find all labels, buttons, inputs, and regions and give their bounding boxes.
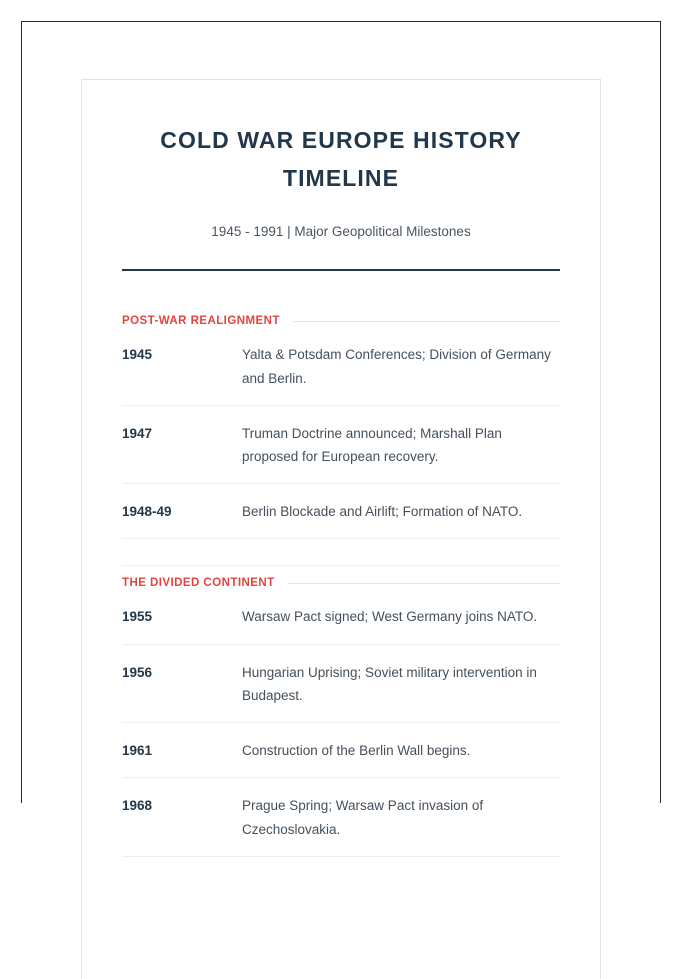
timeline-row-date: 1961 (122, 743, 153, 759)
page-title: COLD WAR EUROPE HISTORY TIMELINE (160, 127, 522, 191)
timeline-row (122, 645, 560, 723)
timeline-row-date: 1948-49 (122, 504, 172, 520)
section-heading-rule (293, 321, 560, 322)
timeline-row-description: Yalta & Potsdam Conferences; Division of Germany and Berlin. (242, 347, 551, 386)
timeline-row-description: Hungarian Uprising; Soviet military intervention in Budapest. (242, 664, 537, 703)
timeline-row-date: 1956 (122, 664, 153, 680)
timeline-sections (122, 315, 560, 856)
timeline-row-date: 1945 (122, 347, 153, 363)
timeline-row-description: Construction of the Berlin Wall begins. (242, 743, 471, 759)
timeline-row (122, 406, 560, 484)
timeline-row-description: Truman Doctrine announced; Marshall Plan proposed for European recovery. (242, 425, 502, 465)
timeline-row-description: Prague Spring; Warsaw Pact invasion of Czechoslovakia. (242, 798, 484, 837)
timeline-row-date: 1947 (122, 425, 153, 441)
timeline-section (122, 565, 560, 856)
timeline-row-date: 1968 (122, 798, 153, 814)
section-heading-rule (288, 583, 560, 584)
section-heading-label: POST-WAR REALIGNMENT (122, 315, 280, 328)
title-divider (122, 269, 560, 272)
timeline-row-description: Berlin Blockade and Airlift; Formation of NATO. (242, 504, 523, 520)
section-heading (122, 565, 560, 589)
timeline-row-description: Warsaw Pact signed; West Germany joins NATO. (242, 609, 538, 625)
timeline-row (122, 484, 560, 539)
timeline-row (122, 589, 560, 644)
timeline-row (122, 723, 560, 778)
timeline-row (122, 327, 560, 405)
timeline-row (122, 778, 560, 856)
document-card (81, 79, 601, 979)
section-heading (122, 315, 560, 327)
timeline-row-date: 1955 (122, 609, 153, 625)
section-heading-label: THE DIVIDED CONTINENT (122, 577, 275, 590)
timeline-section (122, 315, 560, 539)
viewport-frame (21, 21, 661, 837)
page-subtitle: 1945 - 1991 | Major Geopolitical Milestones (211, 223, 471, 239)
